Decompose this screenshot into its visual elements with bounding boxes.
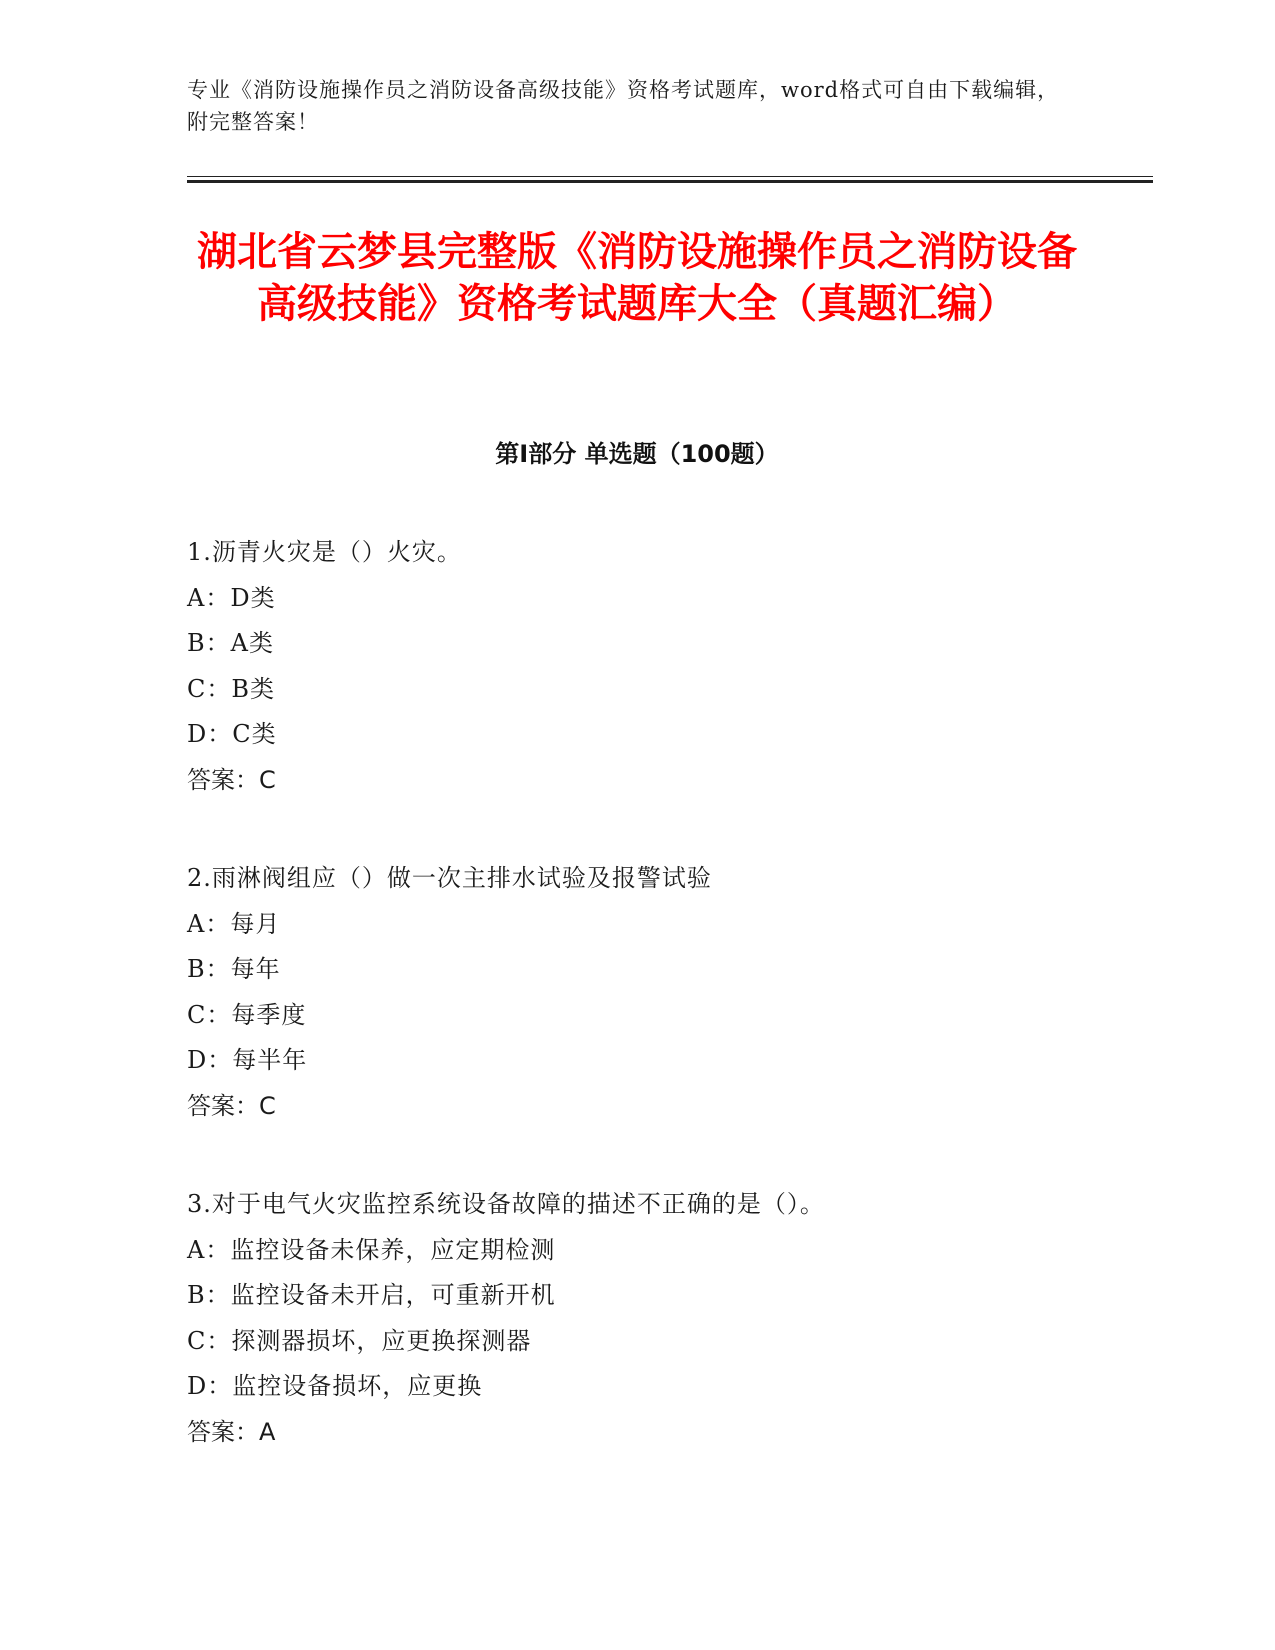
- option-c: C：探测器损坏，应更换探测器: [187, 1326, 532, 1355]
- option-b: B：每年: [187, 955, 281, 983]
- option-a: A：每月: [187, 909, 281, 938]
- option-c: C：每季度: [187, 1000, 307, 1029]
- option-b: B：A类: [187, 629, 274, 657]
- option-d: D：C类: [187, 720, 277, 748]
- answer: 答案：A: [187, 1417, 276, 1446]
- question-1: [187, 530, 1127, 803]
- question-stem: 3.对于电气火灾监控系统设备故障的描述不正确的是（）。: [187, 1190, 825, 1218]
- section-title: 第I部分 单选题（100题）: [495, 440, 779, 468]
- option-b: B：监控设备未开启，可重新开机: [187, 1281, 556, 1309]
- answer: 答案：C: [187, 765, 276, 794]
- answer: 答案：C: [187, 1091, 276, 1120]
- question-stem: 2.雨淋阀组应（）做一次主排水试验及报警试验: [187, 864, 712, 892]
- question-list: [187, 530, 1127, 1508]
- option-a: A：监控设备未保养，应定期检测: [187, 1235, 556, 1264]
- question-2: [187, 856, 1127, 1129]
- option-d: D：每半年: [187, 1046, 308, 1074]
- option-c: C：B类: [187, 674, 275, 703]
- question-stem: 1.沥青火灾是（）火灾。: [187, 538, 462, 566]
- question-3: [187, 1182, 1127, 1455]
- header-note: 专业《消防设施操作员之消防设备高级技能》资格考试题库，word格式可自由下载编辑，附完整答案！: [187, 78, 1060, 134]
- header-divider-thin: [187, 176, 1153, 177]
- option-d: D：监控设备损坏，应更换: [187, 1372, 483, 1400]
- header-divider-thick: [187, 180, 1153, 183]
- document-title: 湖北省云梦县完整版《消防设施操作员之消防设备高级技能》资格考试题库大全（真题汇编）: [197, 229, 1077, 327]
- option-a: A：D类: [187, 583, 276, 612]
